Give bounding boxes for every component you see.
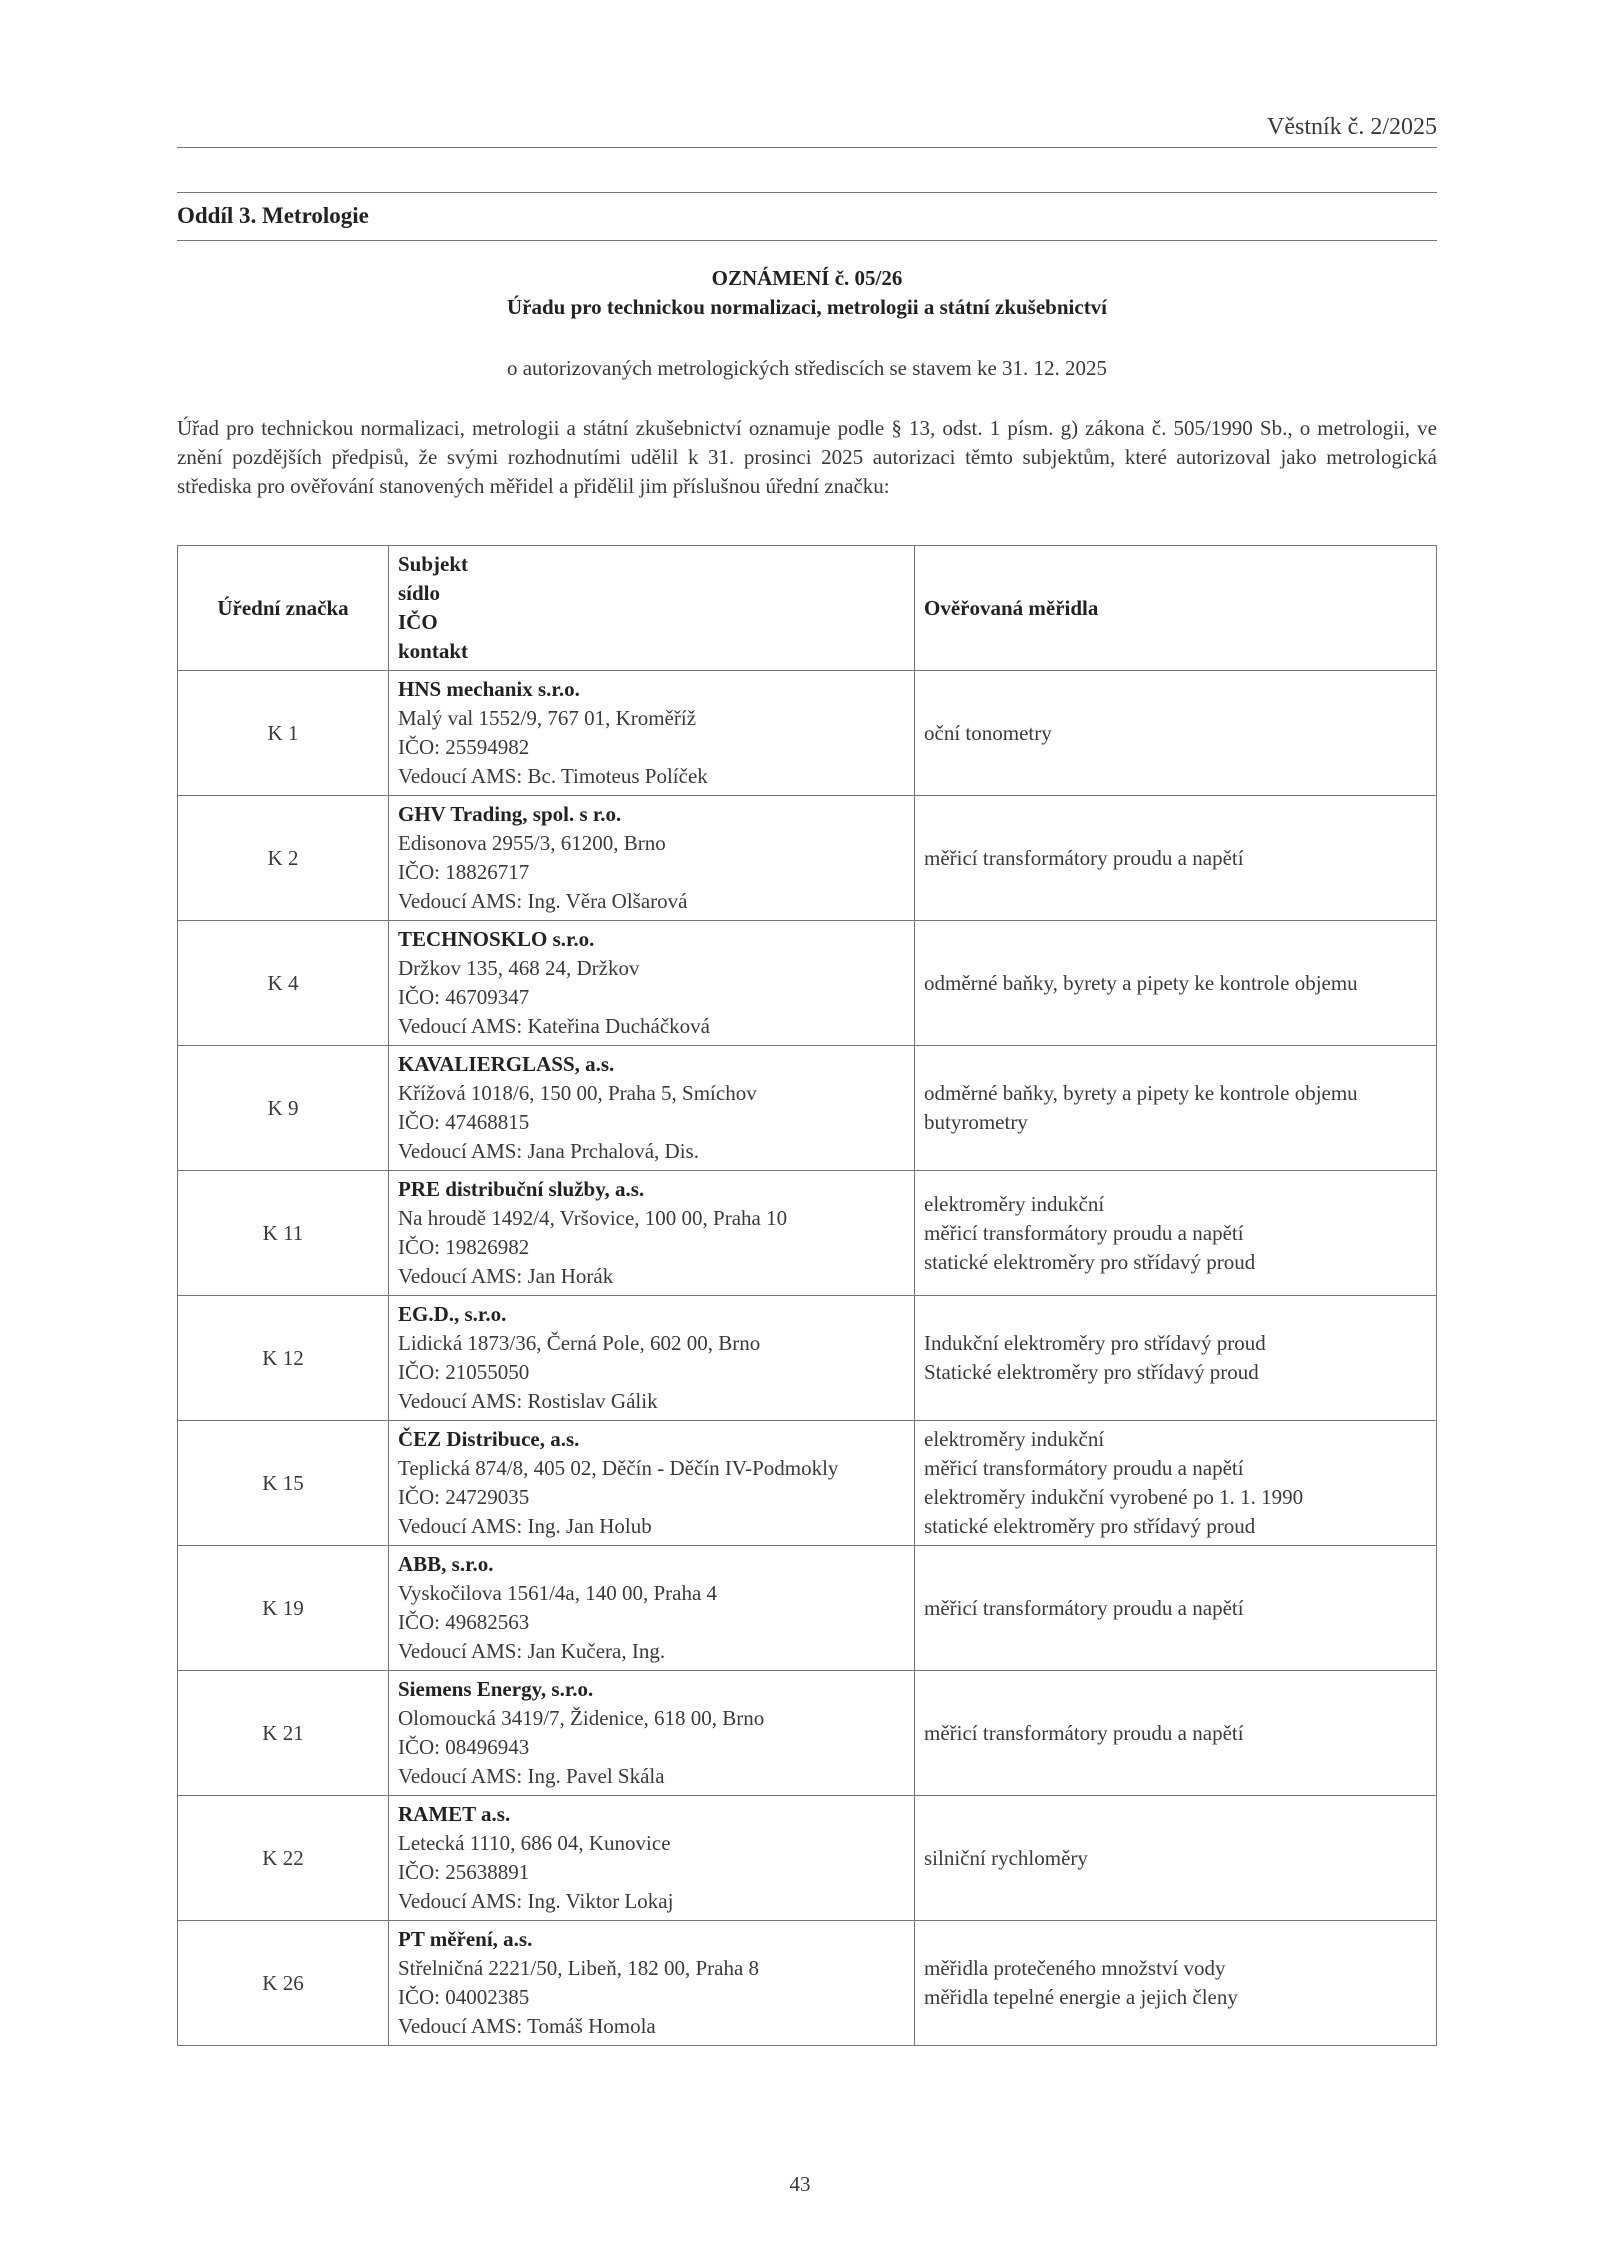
instrument-item: elektroměry indukční vyrobené po 1. 1. 1990 [924, 1485, 1304, 1509]
official-mark: K 26 [178, 1921, 389, 2046]
subject-address: Na hroudě 1492/4, Vršovice, 100 00, Praha 10 [398, 1206, 788, 1230]
official-mark: K 19 [178, 1546, 389, 1671]
table-row [178, 1171, 1437, 1296]
instrument-item: statické elektroměry pro střídavý proud [924, 1514, 1256, 1538]
subject-cell [389, 1921, 915, 2046]
subject-name: HNS mechanix s.r.o. [398, 677, 580, 701]
header-subject-line: Subjekt [398, 552, 469, 576]
subject-ico: IČO: 25594982 [398, 735, 530, 759]
instrument-item: Statické elektroměry pro střídavý proud [924, 1360, 1259, 1384]
subject-name: GHV Trading, spol. s r.o. [398, 802, 622, 826]
table-row [178, 671, 1437, 796]
instrument-item: měřidla tepelné energie a jejich členy [924, 1985, 1238, 2009]
subject-cell [389, 1671, 915, 1796]
instrument-item: butyrometry [924, 1110, 1028, 1134]
instruments-cell [915, 1171, 1437, 1296]
subject-name: PRE distribuční služby, a.s. [398, 1177, 645, 1201]
instrument-item: elektroměry indukční [924, 1191, 1105, 1216]
subject-address: Letecká 1110, 686 04, Kunovice [398, 1831, 671, 1855]
instrument-item: měřicí transformátory proudu a napětí [924, 1220, 1244, 1245]
subject-contact: Vedoucí AMS: Jan Horák [398, 1264, 614, 1288]
subject-cell [389, 671, 915, 796]
table-row [178, 921, 1437, 1046]
subject-cell [389, 1046, 915, 1171]
instrument-item: měřicí transformátory proudu a napětí [924, 845, 1244, 870]
page-number: 43 [789, 2172, 811, 2196]
subject-contact: Vedoucí AMS: Jan Kučera, Ing. [398, 1639, 666, 1663]
subject-cell [389, 1421, 915, 1546]
instruments-cell [915, 1921, 1437, 2046]
subject-contact: Vedoucí AMS: Jana Prchalová, Dis. [398, 1139, 699, 1163]
subject-ico: IČO: 46709347 [398, 985, 530, 1009]
instruments-cell [915, 671, 1437, 796]
instrument-item: měřicí transformátory proudu a napětí [924, 1595, 1244, 1620]
official-mark: K 21 [178, 1671, 389, 1796]
official-mark: K 22 [178, 1796, 389, 1921]
notice-title: OZNÁMENÍ č. 05/26 [711, 266, 903, 290]
divider [177, 192, 1437, 193]
subject-name: RAMET a.s. [398, 1802, 511, 1826]
header-subject-line: IČO [398, 610, 438, 634]
subject-name: ABB, s.r.o. [398, 1552, 494, 1576]
subject-ico: IČO: 24729035 [398, 1485, 530, 1509]
subject-name: TECHNOSKLO s.r.o. [398, 927, 595, 951]
subject-contact: Vedoucí AMS: Ing. Věra Olšarová [398, 889, 688, 913]
instrument-item: odměrné baňky, byrety a pipety ke kontrole objemu [924, 970, 1358, 995]
instrument-item: odměrné baňky, byrety a pipety ke kontrole objemu [924, 1081, 1358, 1105]
table-row [178, 1671, 1437, 1796]
official-mark: K 1 [178, 671, 389, 796]
notice-subtitle: o autorizovaných metrologických střediscích se stavem ke 31. 12. 2025 [506, 356, 1108, 380]
divider [177, 147, 1437, 148]
table-row [178, 1921, 1437, 2046]
subject-cell [389, 921, 915, 1046]
official-mark: K 12 [178, 1296, 389, 1421]
table-row [178, 1796, 1437, 1921]
subject-ico: IČO: 04002385 [398, 1985, 530, 2009]
instrument-item: oční tonometry [924, 720, 1052, 745]
instruments-cell [915, 1296, 1437, 1421]
subject-ico: IČO: 49682563 [398, 1610, 530, 1634]
subject-cell [389, 1171, 915, 1296]
subject-ico: IČO: 18826717 [398, 860, 530, 884]
header-subject-line: sídlo [398, 581, 441, 605]
instrument-item: statické elektroměry pro střídavý proud [924, 1249, 1256, 1274]
subject-name: Siemens Energy, s.r.o. [398, 1677, 594, 1701]
subject-contact: Vedoucí AMS: Ing. Jan Holub [398, 1514, 652, 1538]
metrology-centers-table [177, 545, 1437, 2046]
subject-cell [389, 1546, 915, 1671]
header-subject [389, 546, 915, 671]
section-heading: Oddíl 3. Metrologie [177, 203, 369, 228]
subject-address: Střelničná 2221/50, Libeň, 182 00, Praha 8 [398, 1956, 760, 1980]
subject-address: Teplická 874/8, 405 02, Děčín - Děčín IV-Podmokly [398, 1456, 839, 1480]
subject-address: Křížová 1018/6, 150 00, Praha 5, Smíchov [398, 1081, 757, 1105]
instruments-cell [915, 1796, 1437, 1921]
instrument-item: elektroměry indukční [924, 1427, 1105, 1451]
instrument-item: silniční rychloměry [924, 1845, 1088, 1870]
subject-cell [389, 1296, 915, 1421]
header-subject-line: kontakt [398, 639, 469, 663]
subject-address: Olomoucká 3419/7, Židenice, 618 00, Brno [398, 1706, 765, 1730]
subject-ico: IČO: 19826982 [398, 1235, 530, 1259]
table-row [178, 1046, 1437, 1171]
official-mark: K 11 [178, 1171, 389, 1296]
subject-name: EG.D., s.r.o. [398, 1302, 507, 1326]
subject-contact: Vedoucí AMS: Ing. Pavel Skála [398, 1764, 665, 1788]
subject-ico: IČO: 25638891 [398, 1860, 530, 1884]
instruments-cell [915, 921, 1437, 1046]
subject-ico: IČO: 47468815 [398, 1110, 530, 1134]
instruments-cell [915, 796, 1437, 921]
subject-cell [389, 796, 915, 921]
subject-ico: IČO: 21055050 [398, 1360, 530, 1384]
instrument-item: Indukční elektroměry pro střídavý proud [924, 1331, 1266, 1355]
official-mark: K 15 [178, 1421, 389, 1546]
table-row [178, 796, 1437, 921]
subject-cell [389, 1796, 915, 1921]
subject-contact: Vedoucí AMS: Ing. Viktor Lokaj [398, 1889, 674, 1913]
subject-address: Lidická 1873/36, Černá Pole, 602 00, Brno [398, 1331, 761, 1355]
header-instruments: Ověřovaná měřidla [915, 546, 1437, 671]
subject-name: PT měření, a.s. [398, 1927, 533, 1951]
header-mark: Úřední značka [178, 546, 389, 671]
instruments-cell [915, 1546, 1437, 1671]
instruments-cell [915, 1046, 1437, 1171]
table-row [178, 1296, 1437, 1421]
instrument-item: měřicí transformátory proudu a napětí [924, 1456, 1244, 1480]
official-mark: K 4 [178, 921, 389, 1046]
subject-contact: Vedoucí AMS: Tomáš Homola [398, 2014, 656, 2038]
instruments-cell [915, 1671, 1437, 1796]
divider [177, 240, 1437, 241]
subject-contact: Vedoucí AMS: Kateřina Ducháčková [398, 1014, 710, 1038]
subject-address: Malý val 1552/9, 767 01, Kroměříž [398, 706, 697, 730]
table-row [178, 1421, 1437, 1546]
notice-paragraph: Úřad pro technickou normalizaci, metrologii a státní zkušebnictví oznamuje podle § 13, odst. 1 písm. g) zákona č. 505/1990 Sb., o metrologii, ve znění pozdějších předpisů, že svými rozhodnutími udělil k 31. prosinci 2025 autorizaci těmto subjektům, které autorizoval jako metrologická střediska pro ověřování stanovených měřidel a přidělil jim příslušnou úřední značku: [177, 416, 1437, 498]
notice-issuer: Úřadu pro technickou normalizaci, metrologii a státní zkušebnictví [506, 295, 1108, 319]
instrument-item: měřicí transformátory proudu a napětí [924, 1720, 1244, 1745]
instrument-item: měřidla protečeného množství vody [924, 1956, 1226, 1980]
subject-name: ČEZ Distribuce, a.s. [398, 1427, 580, 1451]
subject-address: Edisonova 2955/3, 61200, Brno [398, 831, 666, 855]
subject-name: KAVALIERGLASS, a.s. [398, 1052, 615, 1076]
official-mark: K 2 [178, 796, 389, 921]
subject-contact: Vedoucí AMS: Rostislav Gálik [398, 1389, 658, 1413]
subject-ico: IČO: 08496943 [398, 1735, 530, 1759]
official-mark: K 9 [178, 1046, 389, 1171]
subject-address: Držkov 135, 468 24, Držkov [398, 956, 640, 980]
table-row [178, 1546, 1437, 1671]
subject-contact: Vedoucí AMS: Bc. Timoteus Políček [398, 764, 708, 788]
table-header-row [178, 546, 1437, 671]
instruments-cell [915, 1421, 1437, 1546]
journal-header: Věstník č. 2/2025 [1267, 114, 1437, 140]
subject-address: Vyskočilova 1561/4a, 140 00, Praha 4 [398, 1581, 718, 1605]
